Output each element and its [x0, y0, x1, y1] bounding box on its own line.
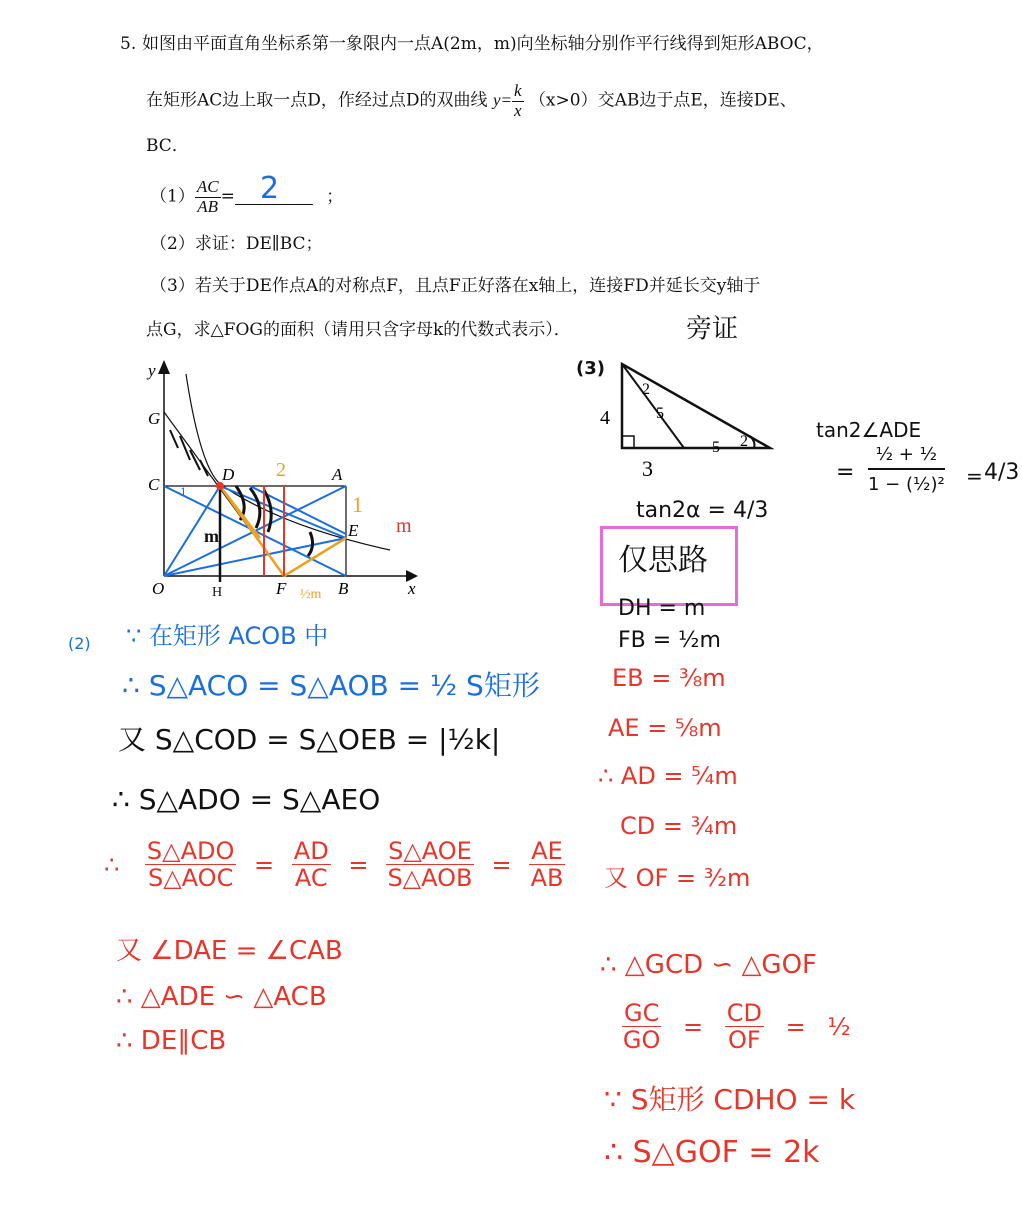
part-2: （2）求证：DE∥BC；	[150, 234, 323, 254]
tri-label-3: 3	[642, 456, 653, 481]
label-tick-1: 1	[180, 484, 187, 499]
part-3-label: (3)	[576, 358, 605, 379]
tri-label-2a: 2	[642, 381, 650, 398]
note-pangzheng: 旁证	[686, 314, 739, 344]
problem-number: 5.	[120, 34, 137, 54]
label-x: x	[408, 579, 416, 598]
r9-frac-1: $\frac{GC}{GO}$	[622, 999, 661, 1055]
hyperbola-x: x	[513, 100, 522, 120]
l5-frac-4: $\frac{AE}{AB}$	[530, 837, 564, 893]
part-1-end: ；	[326, 186, 344, 207]
proof-2-line-1: ∵ 在矩形 ACOB 中	[126, 622, 329, 650]
tri-label-2b: 2	[740, 433, 748, 450]
label-y: y	[148, 361, 156, 380]
proof-2-line-2: ∴ S△ACO = S△AOB = ½ S矩形	[122, 669, 540, 702]
label-F: F	[276, 579, 287, 598]
tri-label-5b: 5	[712, 439, 720, 456]
label-E: E	[348, 521, 359, 540]
proof-2-label: (2)	[68, 634, 91, 653]
label-D: D	[222, 465, 235, 484]
right-line-4: AE = ⅝m	[608, 714, 722, 742]
label-A: A	[332, 465, 343, 484]
right-line-10: ∵ S矩形 CDHO = k	[604, 1083, 856, 1116]
label-half-m: ½m	[300, 587, 322, 602]
label-B: B	[338, 579, 349, 598]
problem-line-2b: （x>0）交AB边于点E，连接DE、	[528, 90, 797, 111]
label-m-right: m	[396, 515, 412, 537]
right-line-3: EB = ⅜m	[612, 664, 726, 692]
right-line-9	[622, 1000, 851, 1054]
hyperbola-k: k	[513, 81, 522, 100]
l5-frac-2: $\frac{AD}{AC}$	[293, 837, 329, 893]
part-1-fraction	[195, 178, 221, 216]
r9-eq-1: =	[683, 1012, 704, 1041]
right-angle-mark	[622, 436, 634, 448]
label-one: 1	[352, 492, 363, 517]
part-1-label: （1）	[150, 186, 195, 207]
tan-fraction	[868, 446, 945, 494]
proof-2-line-3: 又 S△COD = S△OEB = |½k|	[118, 723, 501, 756]
label-G: G	[148, 409, 161, 428]
l5-frac-1: $\frac{\text{S△ADO}}{\text{S△AOC}}$	[146, 837, 235, 893]
right-line-8: ∴ △GCD ∽ △GOF	[600, 950, 818, 980]
l5-eq-3: =	[491, 850, 512, 879]
l5-eq-2: =	[348, 850, 369, 879]
tan-result: 4/3	[984, 460, 1020, 485]
part-1-eq: =	[220, 186, 235, 207]
triangle-sketch	[600, 356, 800, 486]
coordinate-figure	[140, 356, 580, 606]
part-3-line-2: 点G，求△FOG的面积（请用只含字母k的代数式表示）．	[146, 320, 571, 340]
tri-label-4: 4	[600, 407, 610, 429]
tri-label-5a: 5	[656, 405, 664, 422]
part-3-line-1: （3）若关于DE作点A的对称点F，且点F正好落在x轴上，连接FD并延长交y轴于	[150, 276, 761, 296]
tan2a-value: 4/3	[732, 498, 769, 523]
label-m-left: m	[204, 526, 219, 546]
part-1-num: AC	[196, 177, 219, 196]
label-O: O	[152, 579, 165, 598]
label-two: 2	[276, 459, 286, 481]
tan-result-eq: =	[966, 464, 983, 488]
problem-line-3: BC．	[146, 136, 189, 156]
tan-num: ½ + ½	[868, 446, 945, 470]
proof-2-line-7: ∴ △ADE ∽ △ACB	[116, 982, 327, 1012]
l5-eq-1: =	[254, 850, 275, 879]
right-line-11: ∴ S△GOF = 2k	[604, 1135, 820, 1170]
approach-text: 仅思路	[618, 543, 708, 578]
problem-line-1: 如图由平面直角坐标系第一象限内一点A(2m，m)向坐标轴分别作平行线得到矩形ABOC，	[142, 34, 824, 54]
tan-eq: =	[836, 460, 855, 485]
problem-line-2a: 在矩形AC边上取一点D，作经过点D的双曲线	[146, 90, 488, 111]
problem-line-2	[146, 82, 797, 120]
right-line-5: ∴ AD = ⁵⁄₄m	[598, 762, 738, 790]
hyperbola-curve	[186, 374, 390, 550]
tan-den: 1 − (½)²	[868, 474, 945, 495]
part-1	[150, 178, 343, 216]
label-H: H	[212, 585, 223, 600]
r9-eq-2: =	[785, 1012, 806, 1041]
tan-label: tan2∠ADE	[816, 418, 922, 442]
tan2a-label: tan2α =	[636, 498, 726, 523]
label-C: C	[148, 475, 160, 494]
part-1-den: AB	[197, 196, 219, 216]
proof-2-line-4: ∴ S△ADO = S△AEO	[112, 783, 381, 816]
r9-frac-2: $\frac{CD}{OF}$	[726, 999, 762, 1055]
right-line-6: CD = ¾m	[620, 812, 738, 840]
hyperbola-fraction	[512, 82, 524, 120]
hyperbola-y: y=	[492, 90, 512, 110]
proof-2-line-8: ∴ DE∥CB	[116, 1026, 227, 1056]
proof-2-line-6: 又 ∠DAE = ∠CAB	[116, 936, 343, 966]
y-axis-arrow	[158, 360, 170, 374]
part-1-answer: 2	[260, 171, 280, 206]
right-line-2: FB = ½m	[618, 628, 721, 653]
l5-therefore: ∴	[104, 850, 120, 879]
proof-2-line-5	[104, 838, 565, 892]
r9-result: ½	[827, 1012, 851, 1041]
right-line-7: 又 OF = ³⁄₂m	[604, 864, 751, 892]
right-line-1: DH = m	[618, 596, 706, 621]
hatch-left	[170, 430, 208, 476]
tan2a-line	[636, 500, 768, 522]
l5-frac-3: $\frac{\text{S△AOE}}{\text{S△AOB}}$	[387, 837, 473, 893]
